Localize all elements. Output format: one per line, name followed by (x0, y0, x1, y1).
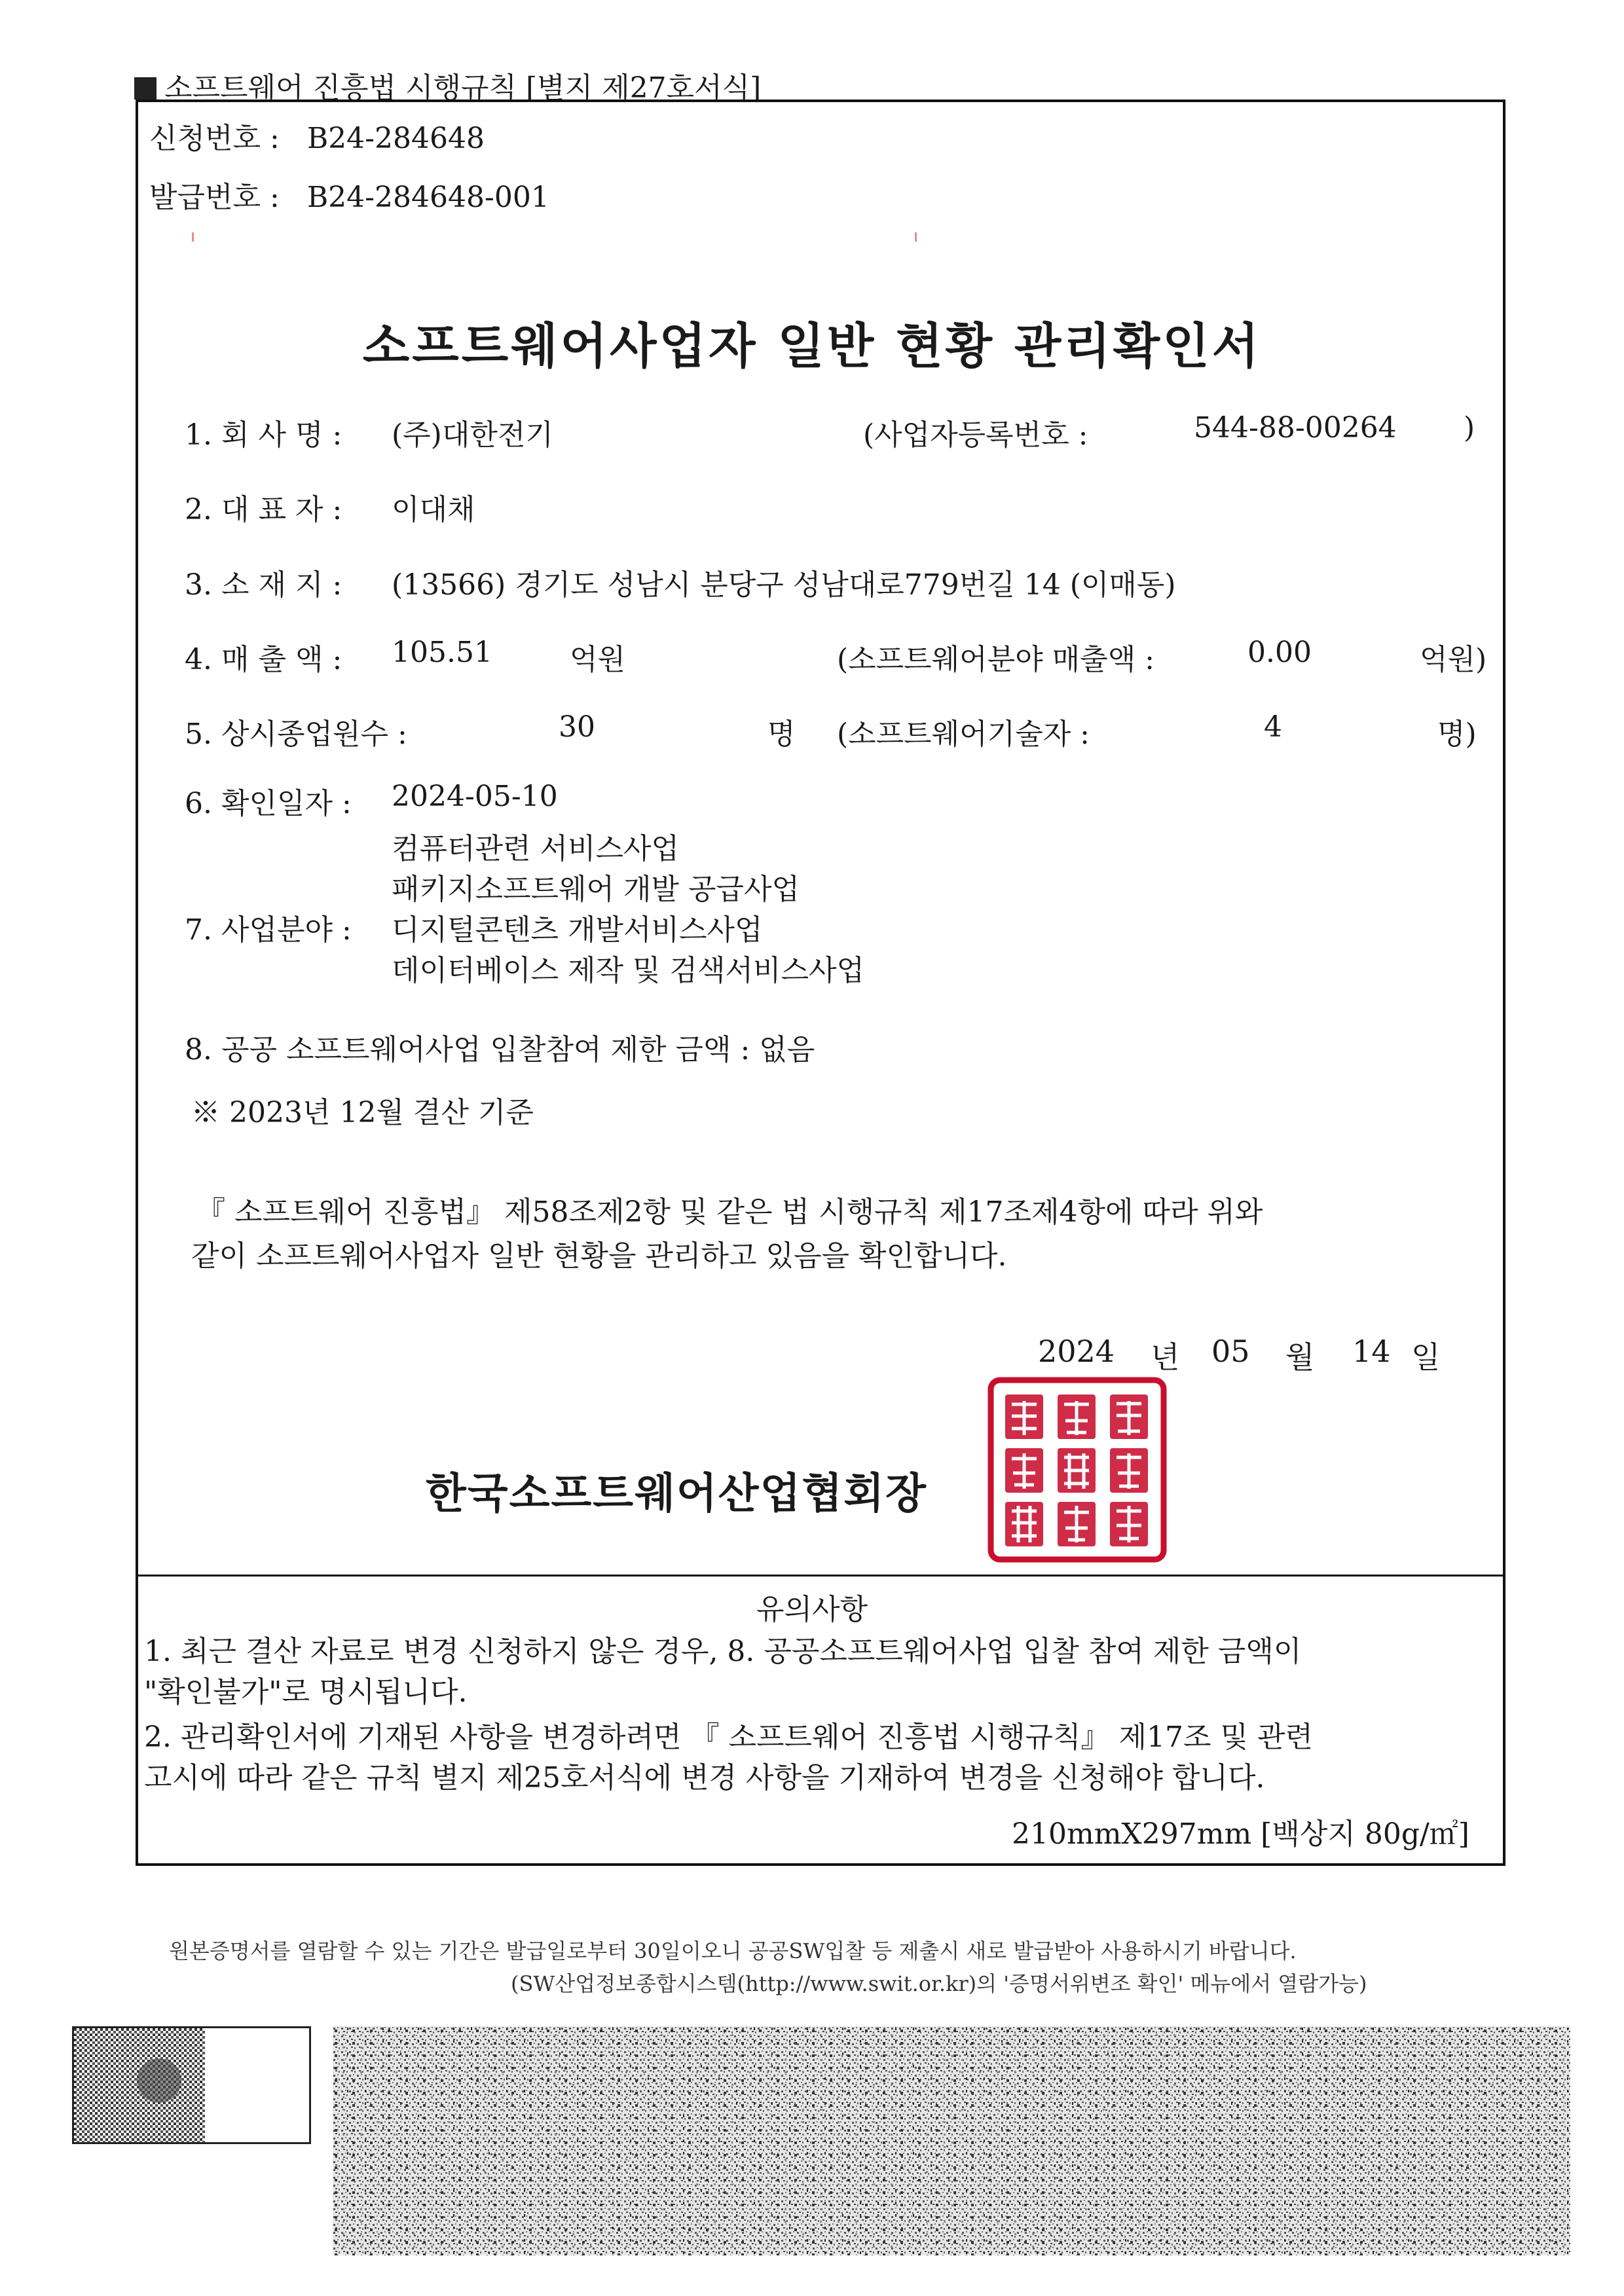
sales-unit: 억원 (570, 643, 626, 676)
business-item: 컴퓨터관련 서비스사업 (392, 832, 680, 866)
company-value: (주)대한전기 (392, 418, 553, 452)
notice-line-2: "확인불가"로 명시됩니다. (144, 1675, 468, 1709)
date-day: 14 (1352, 1334, 1391, 1369)
business-item: 디지털콘텐츠 개발서비스사업 (392, 913, 763, 947)
date-year: 2024 (1038, 1334, 1115, 1369)
issue-number-value: B24-284648-001 (306, 181, 549, 214)
ceo-value: 이대채 (392, 493, 475, 526)
employees-unit: 명 (767, 718, 796, 751)
notice-line-1: 1. 최근 결산 자료로 변경 신청하지 않은 경우, 8. 공공소프트웨어사업 입찰 참여 제한 금액이 (144, 1635, 1302, 1668)
paper-spec: 210mmX297mm [백상지 80g/㎡] (1012, 1817, 1469, 1851)
sw-sales-unit: 억원) (1420, 643, 1487, 676)
bizno-value: 544-88-00264 (1194, 411, 1397, 445)
address-value: (13566) 경기도 성남시 분당구 성남대로779번길 14 (이매동) (392, 568, 1176, 602)
issue-number-label: 발급번호 : (149, 181, 280, 214)
employees-value: 30 (559, 710, 595, 744)
notice-heading: 유의사항 (756, 1593, 868, 1626)
business-item: 패키지소프트웨어 개발 공급사업 (392, 873, 800, 906)
issuer-name: 한국소프트웨어산업협회장 (426, 1470, 927, 1518)
form-reference-text: 소프트웨어 진흥법 시행규칙 [별지 제27호서식] (164, 71, 762, 105)
confirm-date-label: 6. 확인일자 : (185, 787, 352, 820)
notice-line-3: 2. 관리확인서에 기재된 사항을 변경하려면 『 소프트웨어 진흥법 시행규칙』 제17조 및 관련 (144, 1721, 1313, 1754)
page-title: 소프트웨어사업자 일반 현황 관리확인서 (362, 318, 1262, 374)
date-day-unit: 일 (1411, 1339, 1441, 1375)
company-label: 1. 회 사 명 : (185, 418, 342, 452)
confirm-date-value: 2024-05-10 (392, 780, 558, 813)
date-year-unit: 년 (1151, 1339, 1180, 1375)
registration-mark (192, 232, 194, 242)
declaration-line-2: 같이 소프트웨어사업자 일반 현황을 관리하고 있음을 확인합니다. (191, 1239, 1007, 1273)
notice-line-4: 고시에 따라 같은 규칙 별지 제25호서식에 변경 사항을 기재하여 변경을 신청해야 합니다. (144, 1761, 1265, 1795)
square-bullet-icon (134, 77, 157, 100)
engineers-label: (소프트웨어기술자 : (837, 718, 1090, 751)
engineers-unit: 명) (1437, 718, 1477, 751)
security-noise-pattern (333, 2026, 1570, 2255)
business-label: 7. 사업분야 : (185, 913, 352, 947)
ceo-label: 2. 대 표 자 : (185, 493, 342, 526)
application-number-label: 신청번호 : (149, 122, 280, 155)
sales-value: 105.51 (392, 636, 492, 669)
address-label: 3. 소 재 지 : (185, 568, 342, 602)
bid-limit: 8. 공공 소프트웨어사업 입찰참여 제한 금액 : 없음 (185, 1033, 815, 1066)
bizno-label: (사업자등록번호 : (863, 418, 1088, 452)
sales-label: 4. 매 출 액 : (185, 643, 342, 676)
issue-number (149, 173, 549, 215)
verification-code-box (72, 2026, 311, 2144)
date-month-unit: 월 (1285, 1339, 1315, 1375)
footer-line-2: (SW산업정보종합시스템(http://www.swit.or.kr)의 '증명서위변조 확인' 메뉴에서 열람가능) (511, 1971, 1367, 1996)
footer-line-1: 원본증명서를 열람할 수 있는 기간은 발급일로부터 30일이오니 공공SW입찰 등 제출시 새로 발급받아 사용하시기 바랍니다. (169, 1939, 1297, 1963)
official-seal-icon (986, 1375, 1169, 1565)
registration-mark (915, 232, 917, 242)
date-month: 05 (1211, 1334, 1250, 1369)
declaration-line-1: 『 소프트웨어 진흥법』 제58조제2항 및 같은 법 시행규칙 제17조제4항에 따라 위와 (196, 1195, 1263, 1229)
sw-sales-value: 0.00 (1247, 636, 1312, 669)
qr-code-icon (74, 2028, 205, 2142)
sw-sales-label: (소프트웨어분야 매출액 : (837, 643, 1155, 676)
application-number-value: B24-284648 (306, 122, 485, 155)
business-item: 데이터베이스 제작 및 검색서비스사업 (392, 954, 865, 987)
settlement-note: ※ 2023년 12월 결산 기준 (191, 1096, 534, 1129)
bizno-close: ) (1464, 411, 1475, 445)
employees-label: 5. 상시종업원수 : (185, 718, 407, 751)
application-number (149, 115, 485, 156)
engineers-value: 4 (1264, 710, 1282, 744)
